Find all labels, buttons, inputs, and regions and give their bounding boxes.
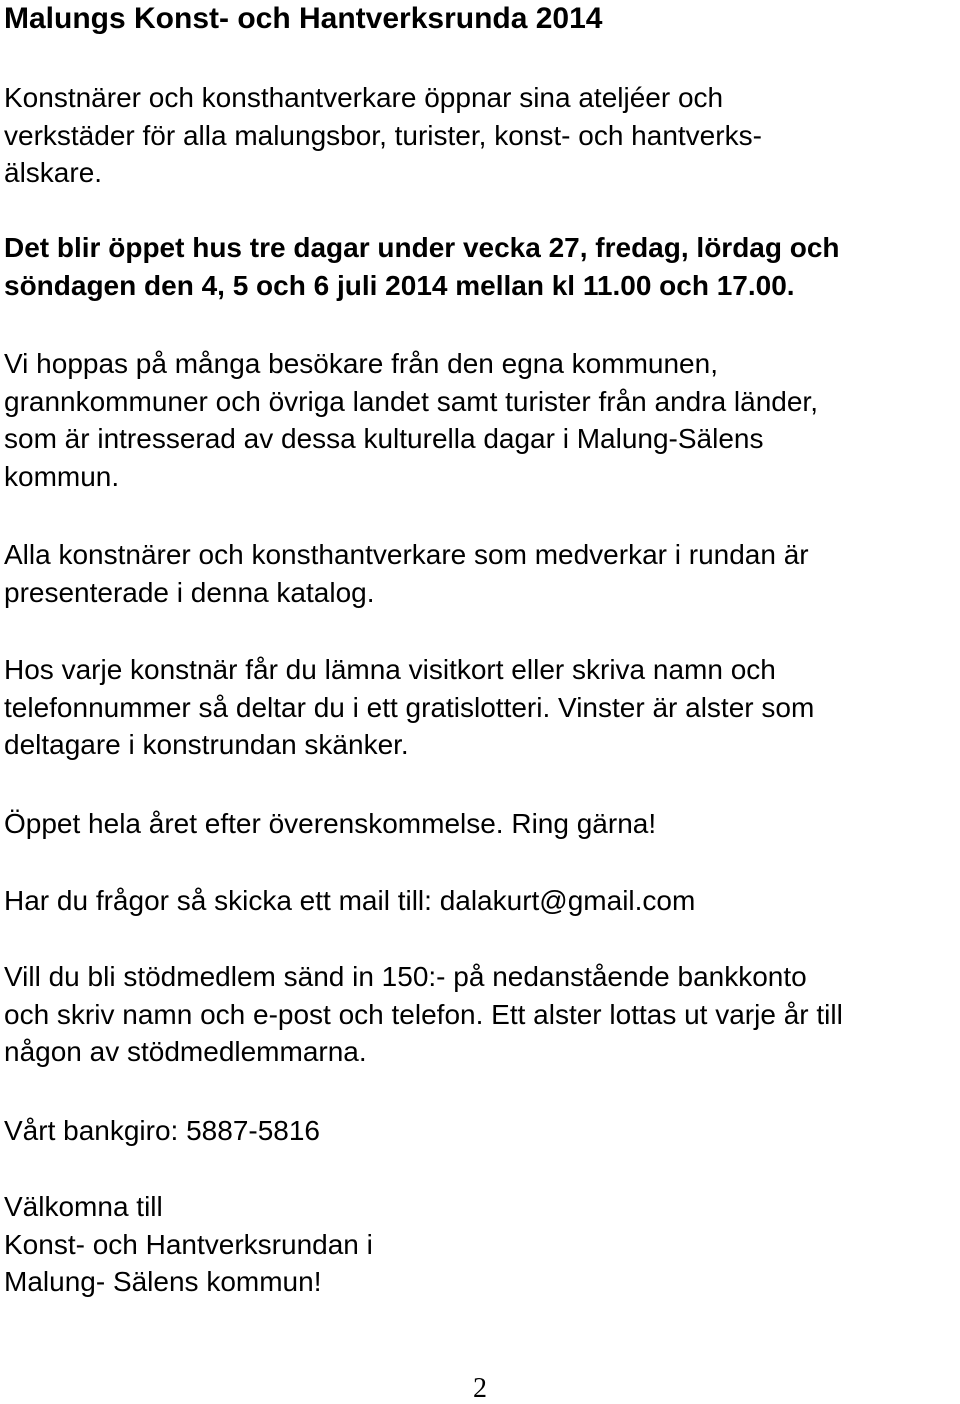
paragraph-support-member <box>4 958 843 1071</box>
text-line: grannkommuner och övriga landet samt turister från andra länder, <box>4 385 818 417</box>
text-line: som är intresserad av dessa kulturella dagar i Malung-Sälens <box>4 423 764 454</box>
text-line: telefonnummer så deltar du i ett gratislotteri. Vinster är alster som <box>4 691 815 723</box>
text-line: Välkomna till <box>4 1191 163 1222</box>
text-line: Har du frågor så skicka ett mail till: dalakurt@gmail.com <box>4 885 696 916</box>
text-line: söndagen den 4, 5 och 6 juli 2014 mellan kl 11.00 och 17.00. <box>4 270 795 301</box>
text-line: Vill du bli stödmedlem sänd in 150:- på nedanstående bankkonto <box>4 961 807 992</box>
paragraph-welcome <box>4 1188 373 1301</box>
paragraph-visitors <box>4 345 818 495</box>
text-line: Konst- och Hantverksrundan i <box>4 1228 373 1260</box>
paragraph-open-all-year <box>4 805 656 843</box>
text-line: deltagare i konstrundan skänker. <box>4 729 409 760</box>
text-line: Vi hoppas på många besökare från den egna kommunen, <box>4 348 718 379</box>
paragraph-catalog <box>4 536 809 611</box>
document-title: Malungs Konst- och Hantverksrunda 2014 <box>4 2 603 35</box>
paragraph-lottery <box>4 651 814 764</box>
text-line: Det blir öppet hus tre dagar under vecka 27, fredag, lördag och <box>4 232 840 263</box>
text-line: Malung- Sälens kommun! <box>4 1266 322 1297</box>
paragraph-dates <box>4 229 840 305</box>
text-line: Vårt bankgiro: 5887-5816 <box>4 1115 320 1146</box>
paragraph-bankgiro <box>4 1112 320 1150</box>
text-line: Öppet hela året efter överenskommelse. Ring gärna! <box>4 808 657 839</box>
text-line: verkstäder för alla malungsbor, turister, konst- och hantverks- <box>4 119 762 151</box>
text-line: någon av stödmedlemmarna. <box>4 1036 367 1067</box>
text-line: kommun. <box>4 460 120 492</box>
text-line: Konstnärer och konsthantverkare öppnar sina ateljéer och <box>4 82 724 113</box>
text-line: presenterade i denna katalog. <box>4 576 375 608</box>
page-number: 2 <box>473 1373 487 1404</box>
text-line: älskare. <box>4 157 103 188</box>
text-line: Alla konstnärer och konsthantverkare som medverkar i rundan är <box>4 539 809 570</box>
paragraph-intro <box>4 79 762 192</box>
text-line: och skriv namn och e-post och telefon. Ett alster lottas ut varje år till <box>4 998 843 1030</box>
paragraph-contact <box>4 882 695 920</box>
text-line: Hos varje konstnär får du lämna visitkort eller skriva namn och <box>4 654 776 685</box>
